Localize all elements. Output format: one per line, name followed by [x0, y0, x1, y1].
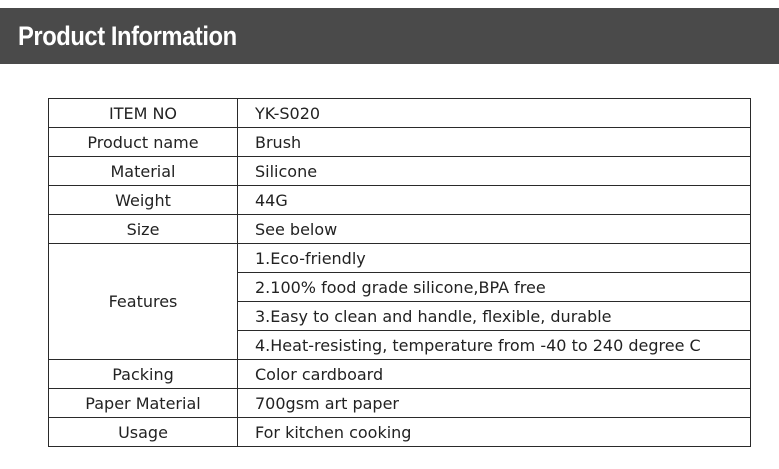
row-value: See below	[238, 215, 751, 244]
page-title: Product Information	[18, 21, 237, 51]
row-label: Product name	[49, 128, 238, 157]
row-value: 4.Heat-resisting, temperature from -40 to 240 degree C	[238, 331, 751, 360]
row-label: Size	[49, 215, 238, 244]
table-row	[49, 360, 751, 389]
row-label: Features	[49, 244, 238, 360]
product-info-table	[48, 98, 751, 447]
row-label: Paper Material	[49, 389, 238, 418]
row-value: 2.100% food grade silicone,BPA free	[238, 273, 751, 302]
row-value: 1.Eco-friendly	[238, 244, 751, 273]
row-value: Color cardboard	[238, 360, 751, 389]
table-row	[49, 215, 751, 244]
row-label: Material	[49, 157, 238, 186]
table-row	[49, 99, 751, 128]
table-row	[49, 186, 751, 215]
table-row	[49, 128, 751, 157]
row-label: Usage	[49, 418, 238, 447]
row-value: For kitchen cooking	[238, 418, 751, 447]
row-value: 44G	[238, 186, 751, 215]
row-label: ITEM NO	[49, 99, 238, 128]
row-value: 700gsm art paper	[238, 389, 751, 418]
row-label: Packing	[49, 360, 238, 389]
row-value: Silicone	[238, 157, 751, 186]
table-row	[49, 157, 751, 186]
row-value: YK-S020	[238, 99, 751, 128]
row-value: Brush	[238, 128, 751, 157]
table-row	[49, 389, 751, 418]
row-value: 3.Easy to clean and handle, flexible, durable	[238, 302, 751, 331]
table-row	[49, 244, 751, 273]
table-row	[49, 418, 751, 447]
row-label: Weight	[49, 186, 238, 215]
header-bar	[0, 8, 779, 64]
